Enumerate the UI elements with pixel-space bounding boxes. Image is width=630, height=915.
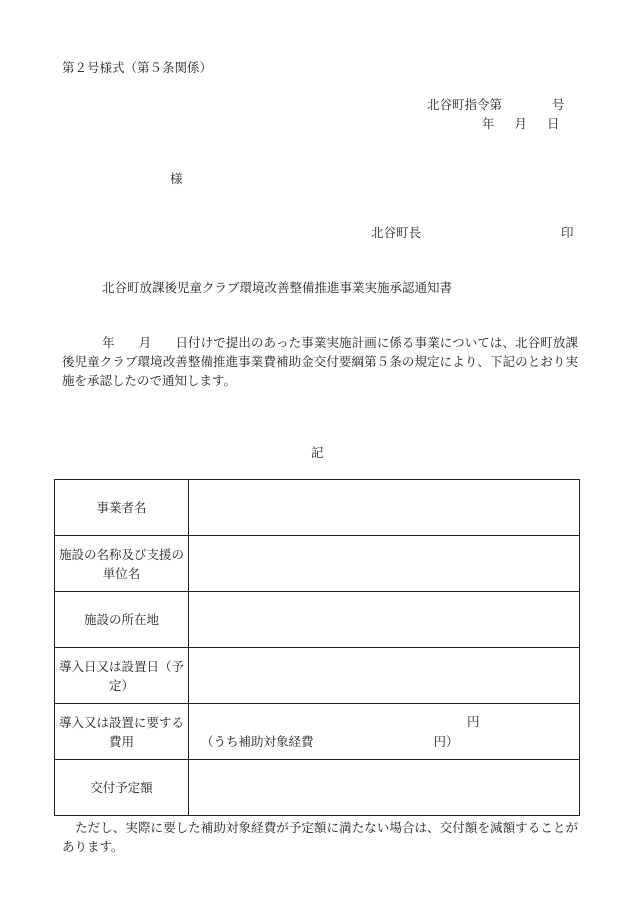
- subsidy-cost-line: [201, 732, 459, 750]
- row-label-cost: 導入又は設置に要する費用: [55, 704, 189, 760]
- row-label-install-date: 導入日又は設置日（予定）: [55, 648, 189, 704]
- notice-body: [62, 333, 578, 390]
- reference-suffix: 号: [552, 97, 565, 112]
- value-cell-facility-name: [189, 536, 580, 592]
- cost-yen-unit: 円: [467, 714, 480, 729]
- date-year: 年: [482, 116, 495, 131]
- details-table: [54, 479, 580, 816]
- table-row: [55, 480, 580, 536]
- body-text: 日付けで提出のあった事業実施計画に係る事業については、北谷町放課後児童クラブ環境改善整備推進事業費補助金交付要綱第５条の規定により、下記のとおり実施を承認したので通知します。: [62, 335, 578, 388]
- value-cell-business-name: [189, 480, 580, 536]
- table-row: [55, 760, 580, 816]
- row-label-facility-location: 施設の所在地: [55, 592, 189, 648]
- body-month: 月: [138, 335, 152, 350]
- value-cell-install-date: [189, 648, 580, 704]
- value-cell-cost: [189, 704, 580, 760]
- document-title: 北谷町放課後児童クラブ環境改善整備推進事業実施承認通知書: [102, 280, 453, 295]
- table-row: [55, 704, 580, 760]
- form-number: 第２号様式（第５条関係）: [62, 60, 213, 75]
- row-label-business-name: 事業者名: [55, 480, 189, 536]
- reference-number: [427, 95, 565, 113]
- row-label-grant-amount: 交付予定額: [55, 760, 189, 816]
- seal-mark: 印: [561, 225, 574, 240]
- issue-date: [482, 114, 560, 132]
- table-row: [55, 648, 580, 704]
- footnote: [62, 818, 578, 856]
- issuer-title: 北谷町長: [371, 225, 422, 240]
- subsidy-cost-close: 円）: [433, 734, 459, 749]
- table-row: [55, 592, 580, 648]
- date-month: 月: [514, 116, 528, 131]
- table-row: [55, 536, 580, 592]
- date-day: 日: [547, 116, 560, 131]
- reference-prefix: 北谷町指令第: [427, 97, 503, 112]
- recipient-honorific: 様: [170, 171, 183, 186]
- value-cell-facility-location: [189, 592, 580, 648]
- value-cell-grant-amount: [189, 760, 580, 816]
- footnote-text: ただし、実際に要した補助対象経費が予定額に満たない場合は、交付額を減額することがあります。: [62, 820, 578, 854]
- subsidy-cost-open: （うち補助対象経費: [201, 734, 314, 749]
- body-year: 年: [102, 335, 115, 350]
- ki-heading: 記: [311, 445, 324, 460]
- row-label-facility-name: 施設の名称及び支援の単位名: [55, 536, 189, 592]
